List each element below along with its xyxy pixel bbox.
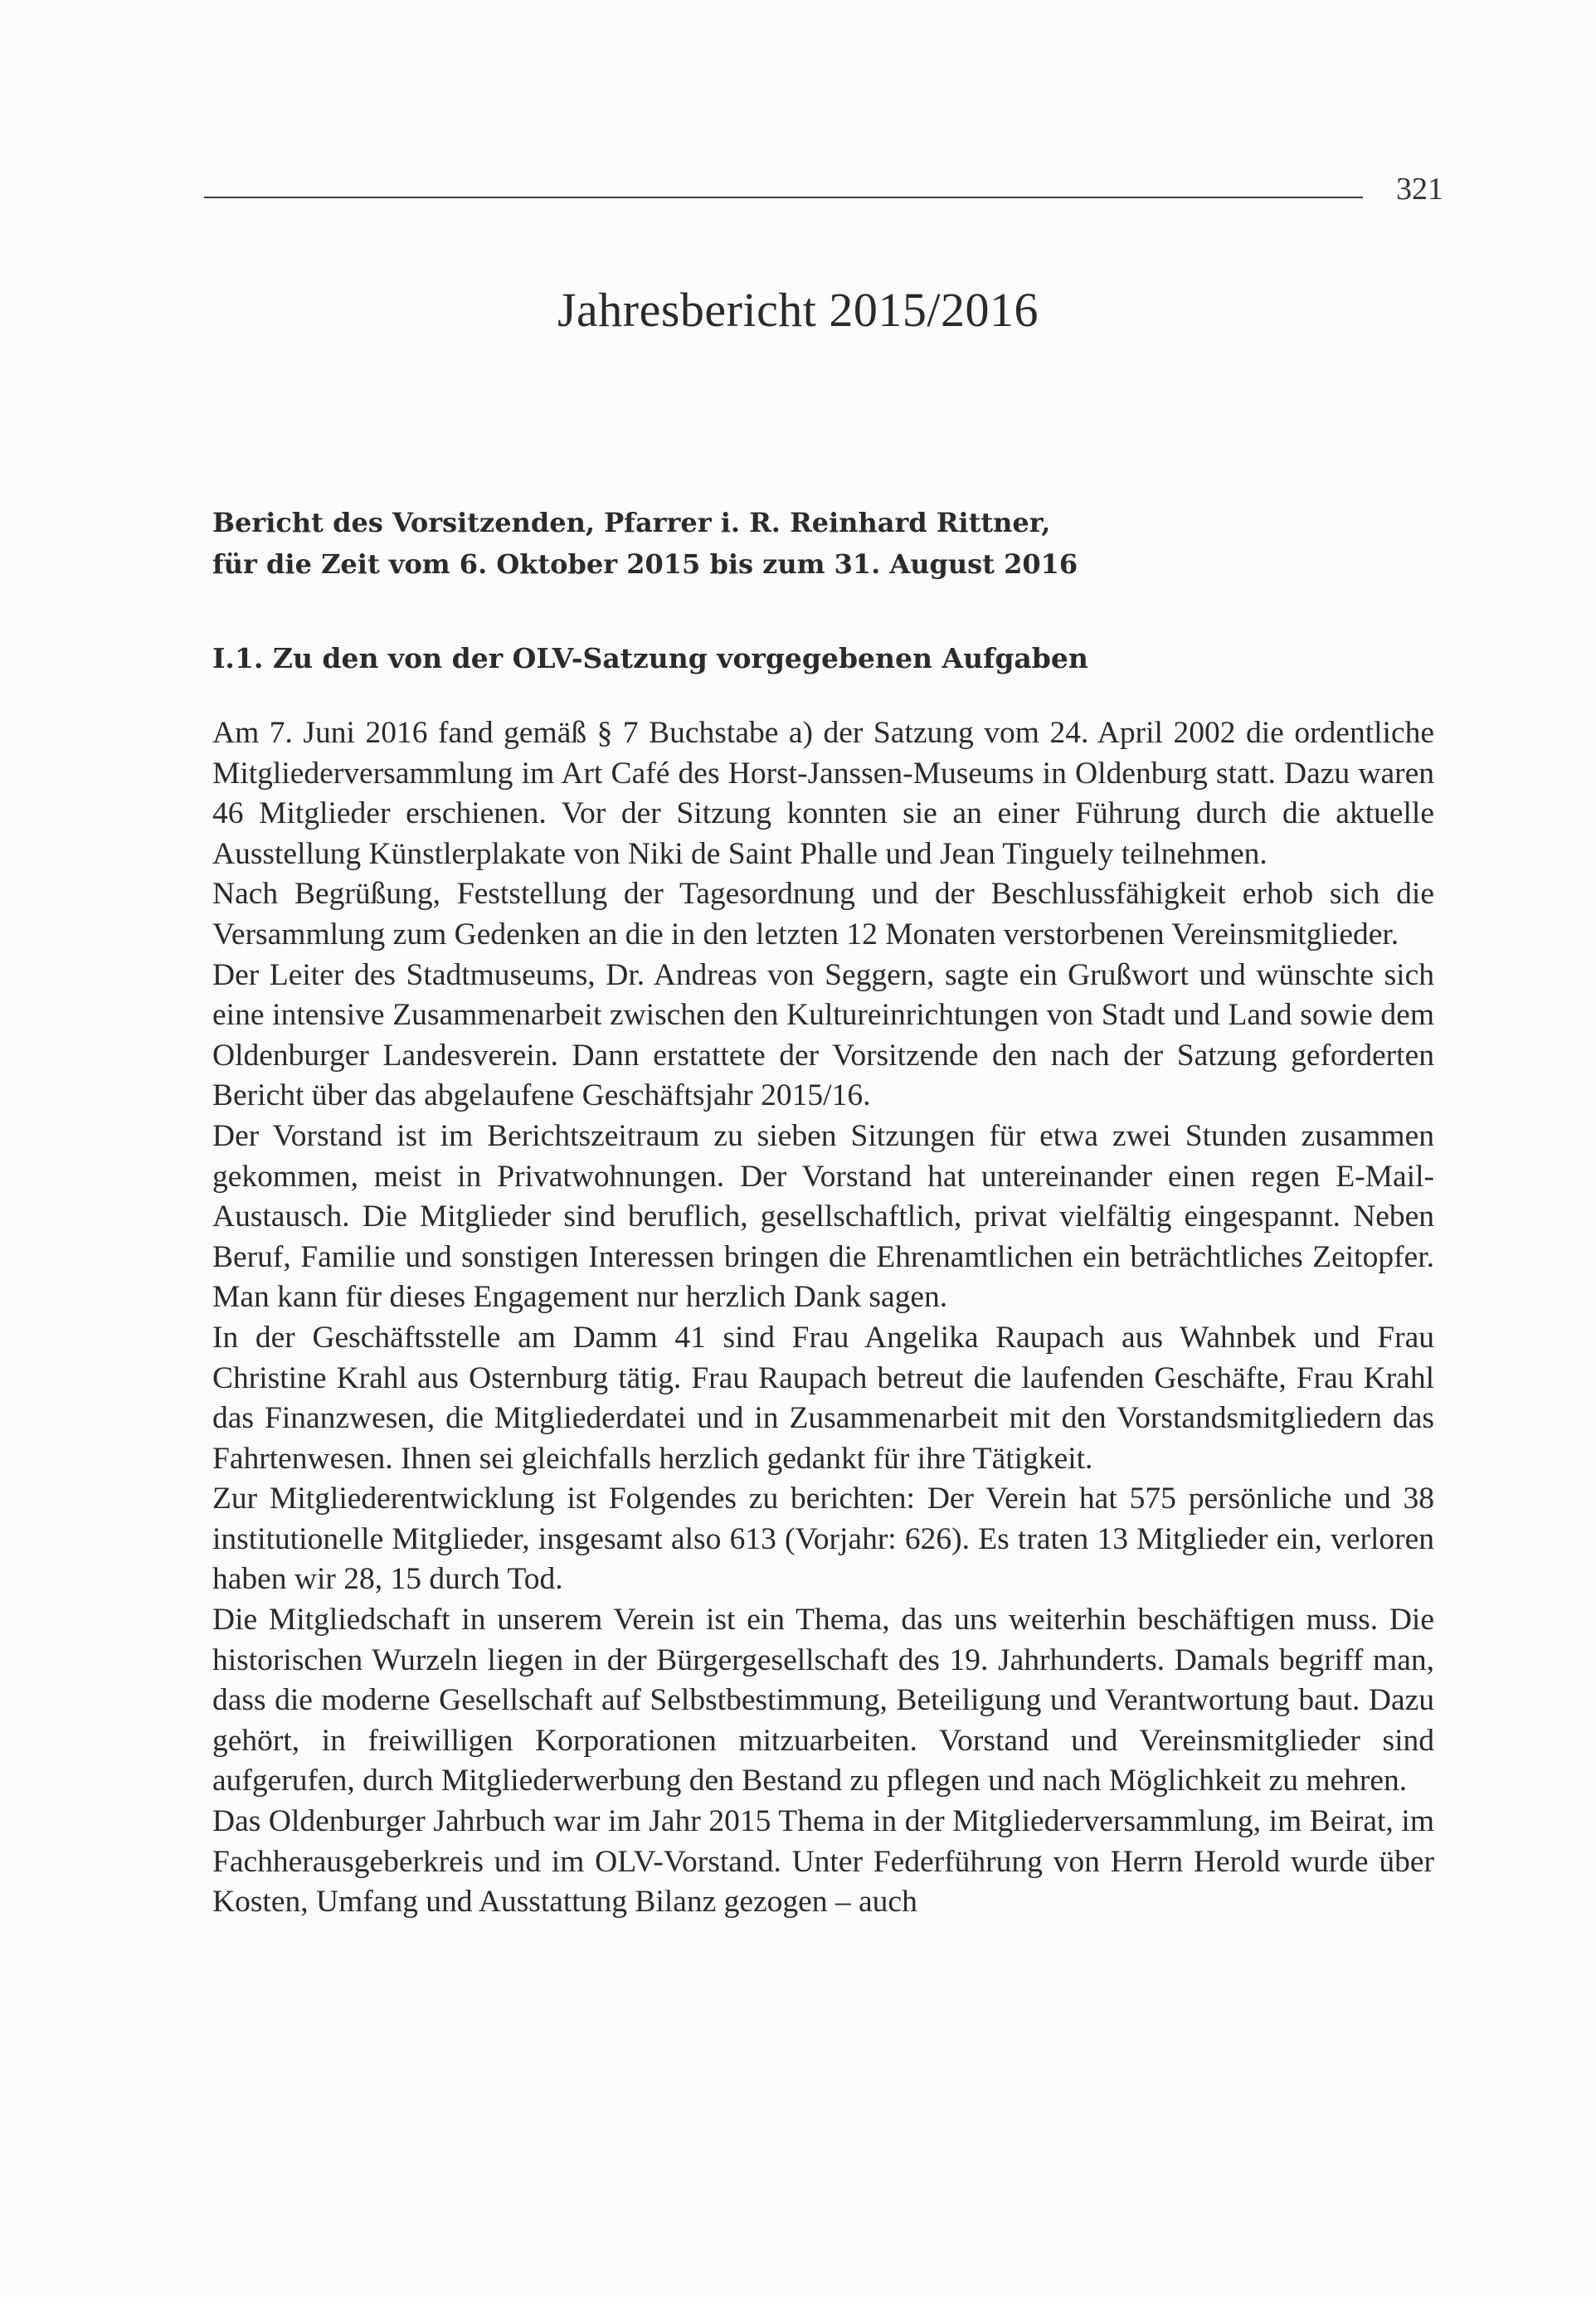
paragraph: Das Oldenburger Jahrbuch war im Jahr 2015 Thema in der Mitgliederversammlung, im Beirat, im Fachherausgeberkreis und im OLV-Vorstand. Unter Federführung von Herrn Herold wurde über Kosten, Umfang und Ausstattung Bilanz gezogen – auch [212, 1804, 1434, 1920]
paragraph: Nach Begrüßung, Feststellung der Tagesordnung und der Beschlussfähigkeit erhob sich die Versammlung zum Gedenken an die in den letzten 12 Monaten verstorbenen Vereinsmitglieder. [212, 877, 1434, 951]
paragraph: Der Vorstand ist im Berichtszeitraum zu sieben Sitzungen für etwa zwei Stunden zusammen gekommen, meist in Privatwohnungen. Der Vorstand hat untereinander einen regen E-Mail-Austausch. Die Mitglieder sind beruflich, gesellschaftlich, privat vielfältig eingespannt. Neben Beruf, Familie und sonstigen Interessen bringen die Ehrenamtlichen ein beträchtliches Zeitopfer. Man kann für dieses Engagement nur herzlich Dank sagen. [212, 1118, 1434, 1315]
paragraph: Die Mitgliedschaft in unserem Verein ist ein Thema, das uns weiterhin beschäftigen muss. Die historischen Wurzeln liegen in der Bürgergesellschaft des 19. Jahrhunderts. Damals begriff man, dass die moderne Gesellschaft auf Selbstbestimmung, Beteiligung und Verantwortung baut. Dazu gehört, in freiwilligen Korporationen mitzuarbeiten. Vorstand und Vereinsmitglieder sind aufgerufen, durch Mitgliederwerbung den Bestand zu pflegen und nach Möglichkeit zu mehren. [212, 1603, 1434, 1798]
byline-author: Bericht des Vorsitzenden, Pfarrer i. R. Reinhard Rittner, [212, 507, 1051, 538]
paragraph: Der Leiter des Stadtmuseums, Dr. Andreas von Seggern, sagte ein Grußwort und wünschte sich eine intensive Zusammenarbeit zwischen den Kultureinrichtungen von Stadt und Land sowie dem Oldenburger Landesverein. Dann erstattete der Vorsitzende den nach der Satzung geforderten Bericht über das abgelaufene Geschäftsjahr 2015/16. [212, 957, 1434, 1113]
paragraph: In der Geschäftsstelle am Damm 41 sind Frau Angelika Raupach aus Wahnbek und Frau Christine Krahl aus Osternburg tätig. Frau Raupach betreut die laufenden Geschäfte, Frau Krahl das Finanzwesen, die Mitgliederdatei und in Zusammenarbeit mit den Vorstandsmitgliedern das Fahrtenwesen. Ihnen sei gleichfalls herzlich gedankt für ihre Tätigkeit. [212, 1320, 1434, 1476]
paragraph: Zur Mitgliederentwicklung ist Folgendes zu berichten: Der Verein hat 575 persönliche und 38 institutionelle Mitglieder, insgesamt also 613 (Vorjahr: 626). Es traten 13 Mitglieder ein, verloren haben wir 28, 15 durch Tod. [212, 1482, 1434, 1597]
page-number: 321 [1396, 172, 1443, 207]
header-rule [204, 197, 1363, 198]
body-text [212, 713, 1434, 1923]
section-heading: I.1. Zu den von der OLV-Satzung vorgegebenen Aufgaben [212, 642, 1088, 674]
report-byline [212, 502, 1407, 585]
byline-period: für die Zeit vom 6. Oktober 2015 bis zum 31. August 2016 [212, 548, 1078, 580]
page-title: Jahresbericht 2015/2016 [557, 283, 1039, 337]
paragraph: Am 7. Juni 2016 fand gemäß § 7 Buchstabe a) der Satzung vom 24. April 2002 die ordentliche Mitgliederversammlung im Art Café des Horst-Janssen-Museums in Oldenburg statt. Dazu waren 46 Mitglieder erschienen. Vor der Sitzung konnten sie an einer Führung durch die aktuelle Ausstellung Künstlerplakate von Niki de Saint Phalle und Jean Tinguely teilnehmen. [212, 716, 1434, 871]
